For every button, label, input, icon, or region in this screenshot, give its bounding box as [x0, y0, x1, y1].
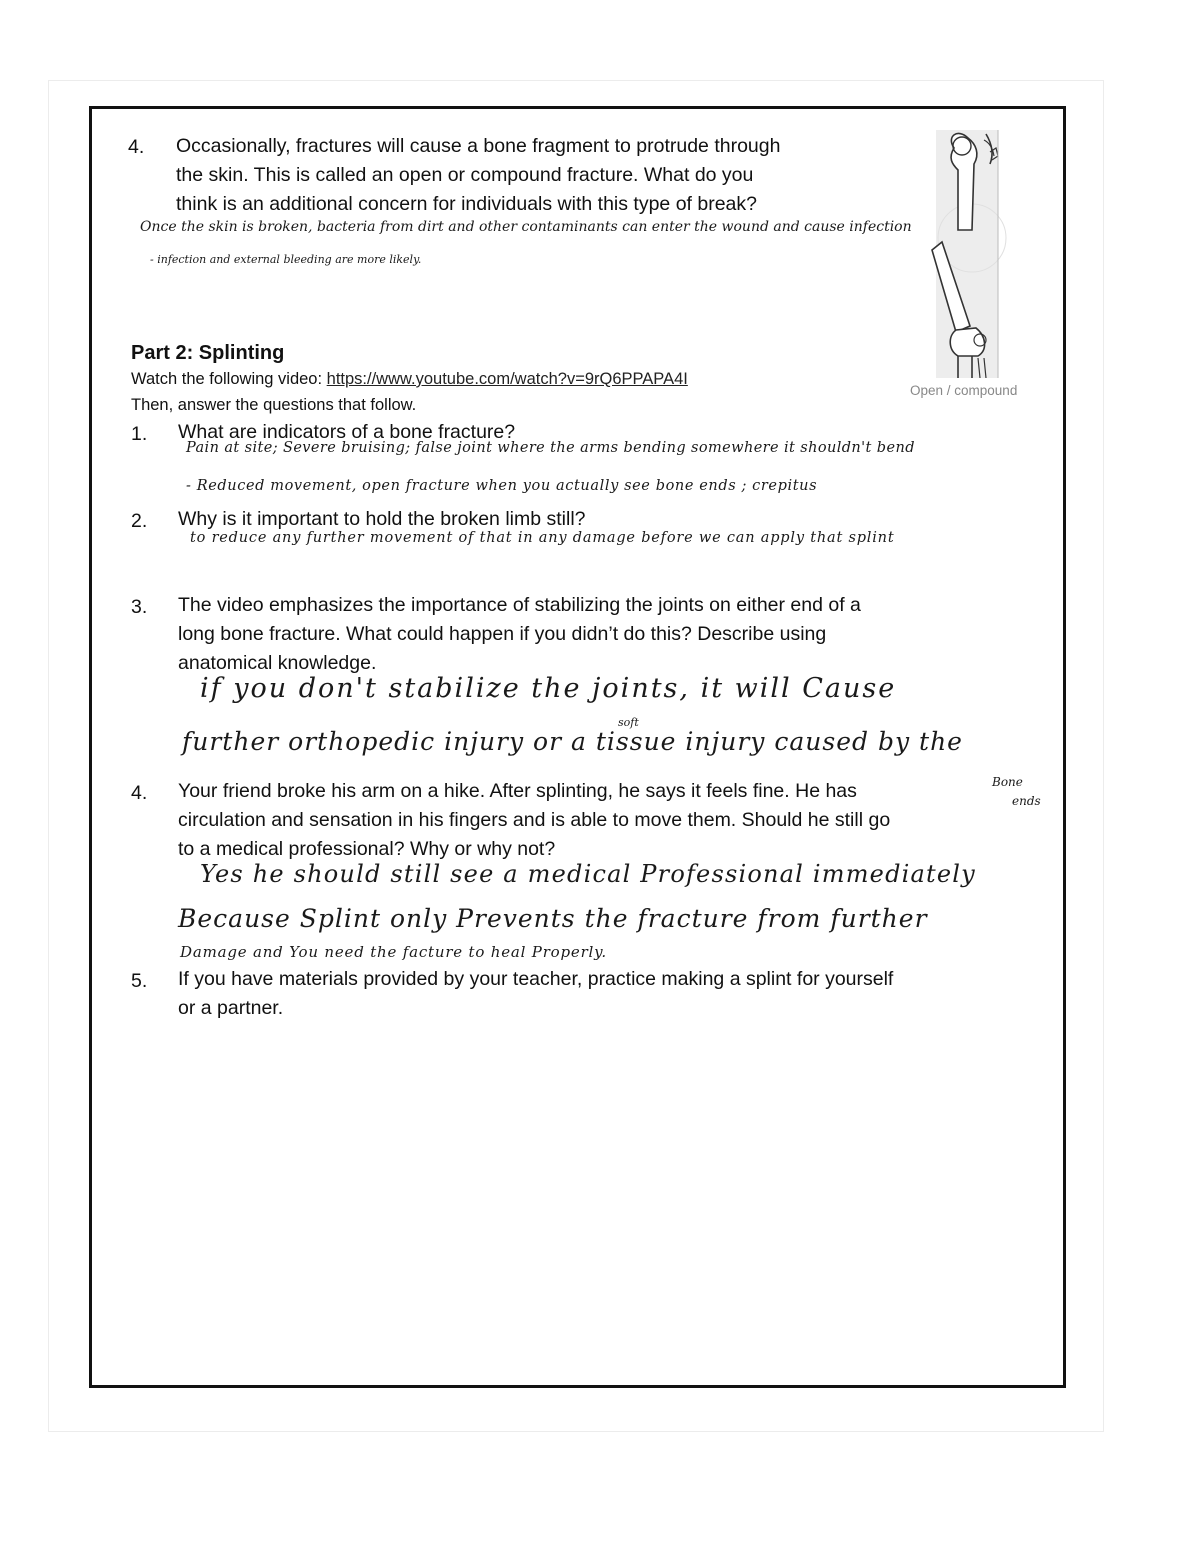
figure-caption: Open / compound: [910, 383, 1018, 398]
question-text: [176, 132, 780, 219]
question-text: [178, 965, 893, 1023]
handwritten-answer: - Reduced movement, open fracture when you actually see bone ends ; crepitus: [186, 478, 818, 494]
compound-fracture-illustration: [928, 130, 1030, 378]
question-number: 3.: [131, 596, 148, 618]
instructions-text: Then, answer the questions that follow.: [131, 396, 417, 414]
question-line: What are indicators of a bone fracture?: [178, 421, 516, 443]
handwritten-answer: Once the skin is broken, bacteria from dirt and other contaminants can enter the wound and cause infection: [140, 219, 912, 235]
video-instruction: [131, 370, 688, 389]
question-line: anatomical knowledge.: [178, 652, 377, 674]
handwritten-answer: Pain at site; Severe bruising; false joint where the arms bending somewhere it shouldn't bend: [186, 440, 915, 456]
question-line: long bone fracture. What could happen if you didn’t do this? Describe using: [178, 623, 827, 645]
handwritten-answer: - infection and external bleeding are more likely.: [150, 253, 422, 266]
question-number: 4.: [128, 136, 145, 158]
question-line: The video emphasizes the importance of stabilizing the joints on either end of a: [178, 594, 861, 616]
question-text: [178, 777, 890, 864]
question-number: 5.: [131, 970, 148, 992]
question-line: think is an additional concern for individuals with this type of break?: [176, 193, 757, 215]
question-line: or a partner.: [178, 997, 284, 1019]
question-number: 1.: [131, 423, 148, 445]
section-title: Part 2: Splinting: [131, 342, 285, 364]
handwritten-margin-note: ends: [1012, 794, 1041, 808]
handwritten-answer: further orthopedic injury or a tissue injury caused by the: [182, 727, 963, 756]
question-number: 2.: [131, 510, 148, 532]
handwritten-answer: if you don't stabilize the joints, it will Cause: [200, 673, 897, 704]
handwritten-answer: to reduce any further movement of that in any damage before we can apply that splint: [190, 530, 895, 546]
question-number: 4.: [131, 782, 148, 804]
question-line: Occasionally, fractures will cause a bone fragment to protrude through: [176, 135, 781, 157]
question-line: Your friend broke his arm on a hike. After splinting, he says it feels fine. He has: [178, 780, 857, 802]
handwritten-answer: Because Splint only Prevents the fracture from further: [178, 904, 928, 933]
video-prefix: Watch the following video:: [131, 370, 327, 388]
question-line: to a medical professional? Why or why not?: [178, 838, 556, 860]
handwritten-answer: Damage and You need the facture to heal Properly.: [180, 943, 607, 961]
handwritten-answer: Yes he should still see a medical Professional immediately: [200, 860, 976, 888]
handwritten-insert: soft: [618, 716, 639, 729]
question-text: [178, 591, 861, 678]
question-line: the skin. This is called an open or compound fracture. What do you: [176, 164, 754, 186]
question-line: If you have materials provided by your teacher, practice making a splint for yourself: [178, 968, 894, 990]
question-line: Why is it important to hold the broken limb still?: [178, 508, 586, 530]
handwritten-margin-note: Bone: [992, 775, 1023, 789]
video-link[interactable]: https://www.youtube.com/watch?v=9rQ6PPAPA4I: [326, 370, 688, 388]
question-line: circulation and sensation in his fingers and is able to move them. Should he still go: [178, 809, 891, 831]
